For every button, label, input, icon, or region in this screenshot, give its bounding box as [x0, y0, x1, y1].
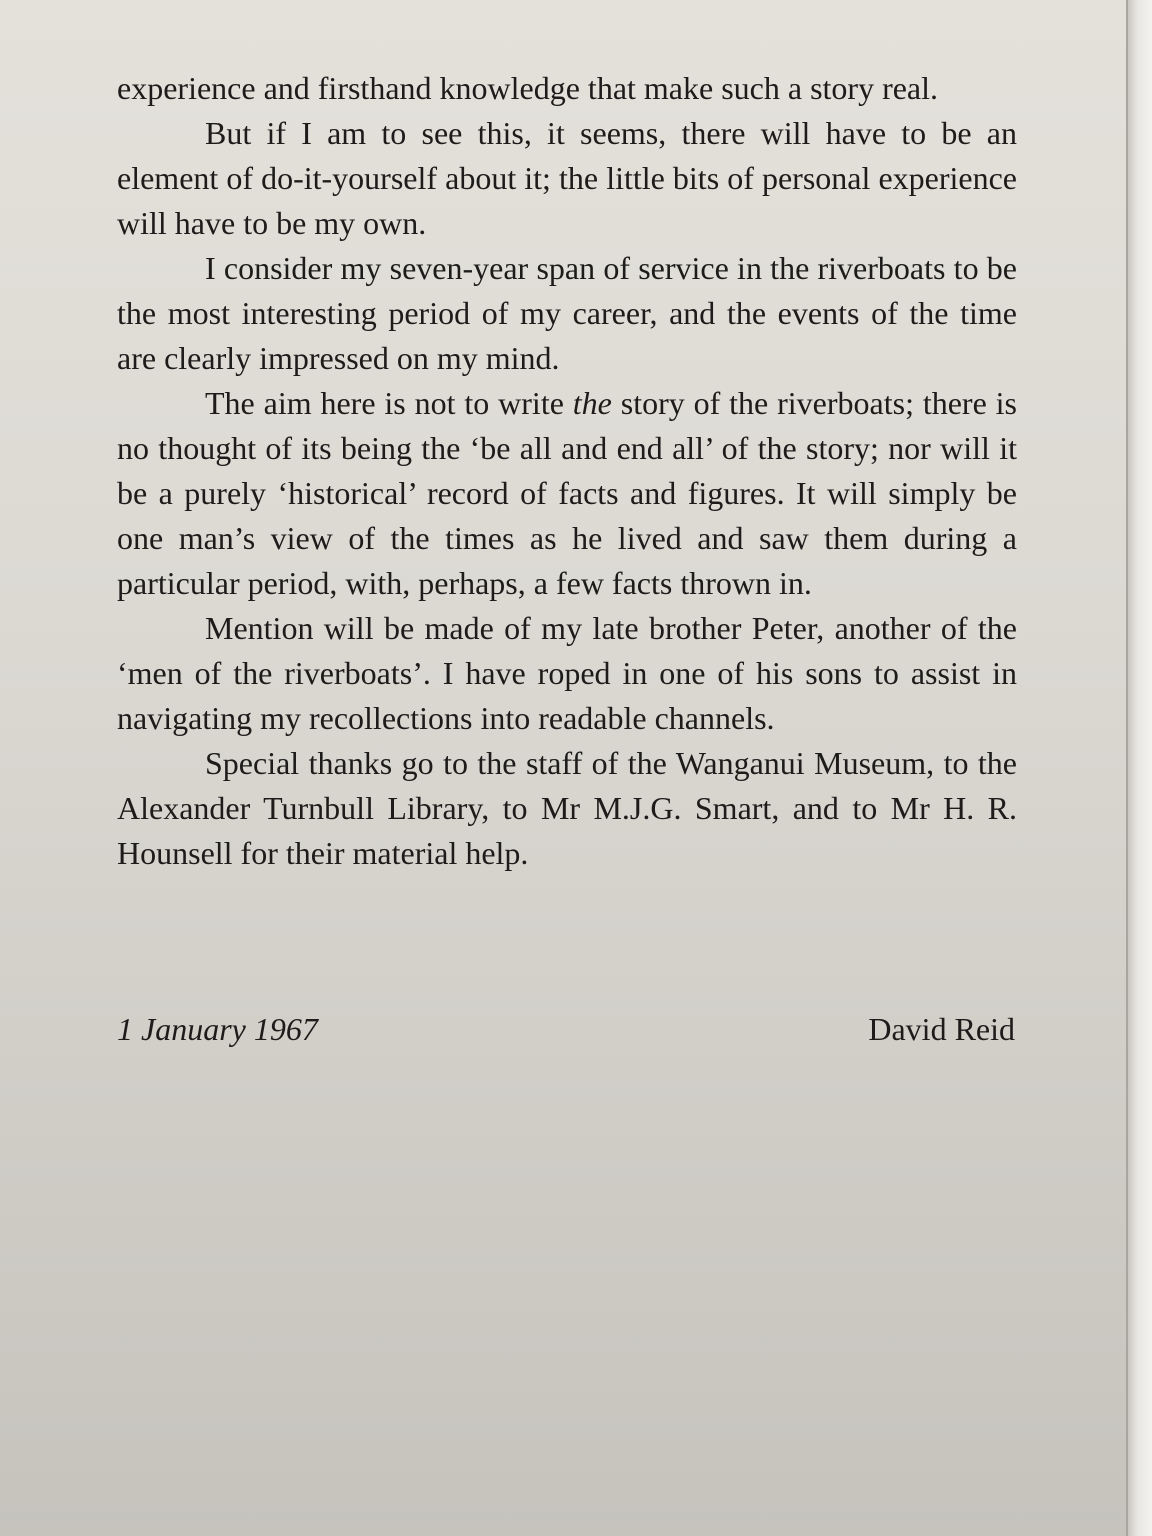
preface-text — [117, 66, 1017, 876]
paragraph-1: experience and firsthand knowledge that make such a story real. — [117, 70, 939, 106]
paragraph-4-start: The aim here is not to write — [205, 385, 573, 421]
paragraph-6: Special thanks go to the staff of the Wanganui Museum, to the Alexander Turnbull Library, to Mr M.J.G. Smart, and to Mr H. R. Hounsell for their material help. — [117, 745, 1017, 871]
signoff-date: 1 January 1967 — [117, 1011, 318, 1047]
page-edge — [1126, 0, 1152, 1536]
paragraph-2: But if I am to see this, it seems, there will have to be an element of do-it-yourself about it; the little bits of personal experience will have to be my own. — [117, 115, 1017, 241]
signoff-author: David Reid — [868, 1011, 1015, 1047]
paragraph-5: Mention will be made of my late brother Peter, another of the ‘men of the riverboats’. I have roped in one of his sons to assist in navigating my recollections into readable channels. — [117, 610, 1017, 736]
paragraph-4 — [117, 381, 1017, 606]
paragraph-4-emphasis: the — [572, 385, 612, 421]
signoff — [117, 1007, 1015, 1052]
paragraph-4-end: story of the riverboats; there is no thought of its being the ‘be all and end all’ of the story; nor will it be a purely ‘historical’ record of facts and figures. It will simply be one man’s view of the times as he lived and saw them during a particular period, with, perhaps, a few facts thrown in. — [117, 385, 1018, 601]
paragraph-3: I consider my seven-year span of service in the riverboats to be the most interesting period of my career, and the events of the time are clearly impressed on my mind. — [117, 250, 1017, 376]
